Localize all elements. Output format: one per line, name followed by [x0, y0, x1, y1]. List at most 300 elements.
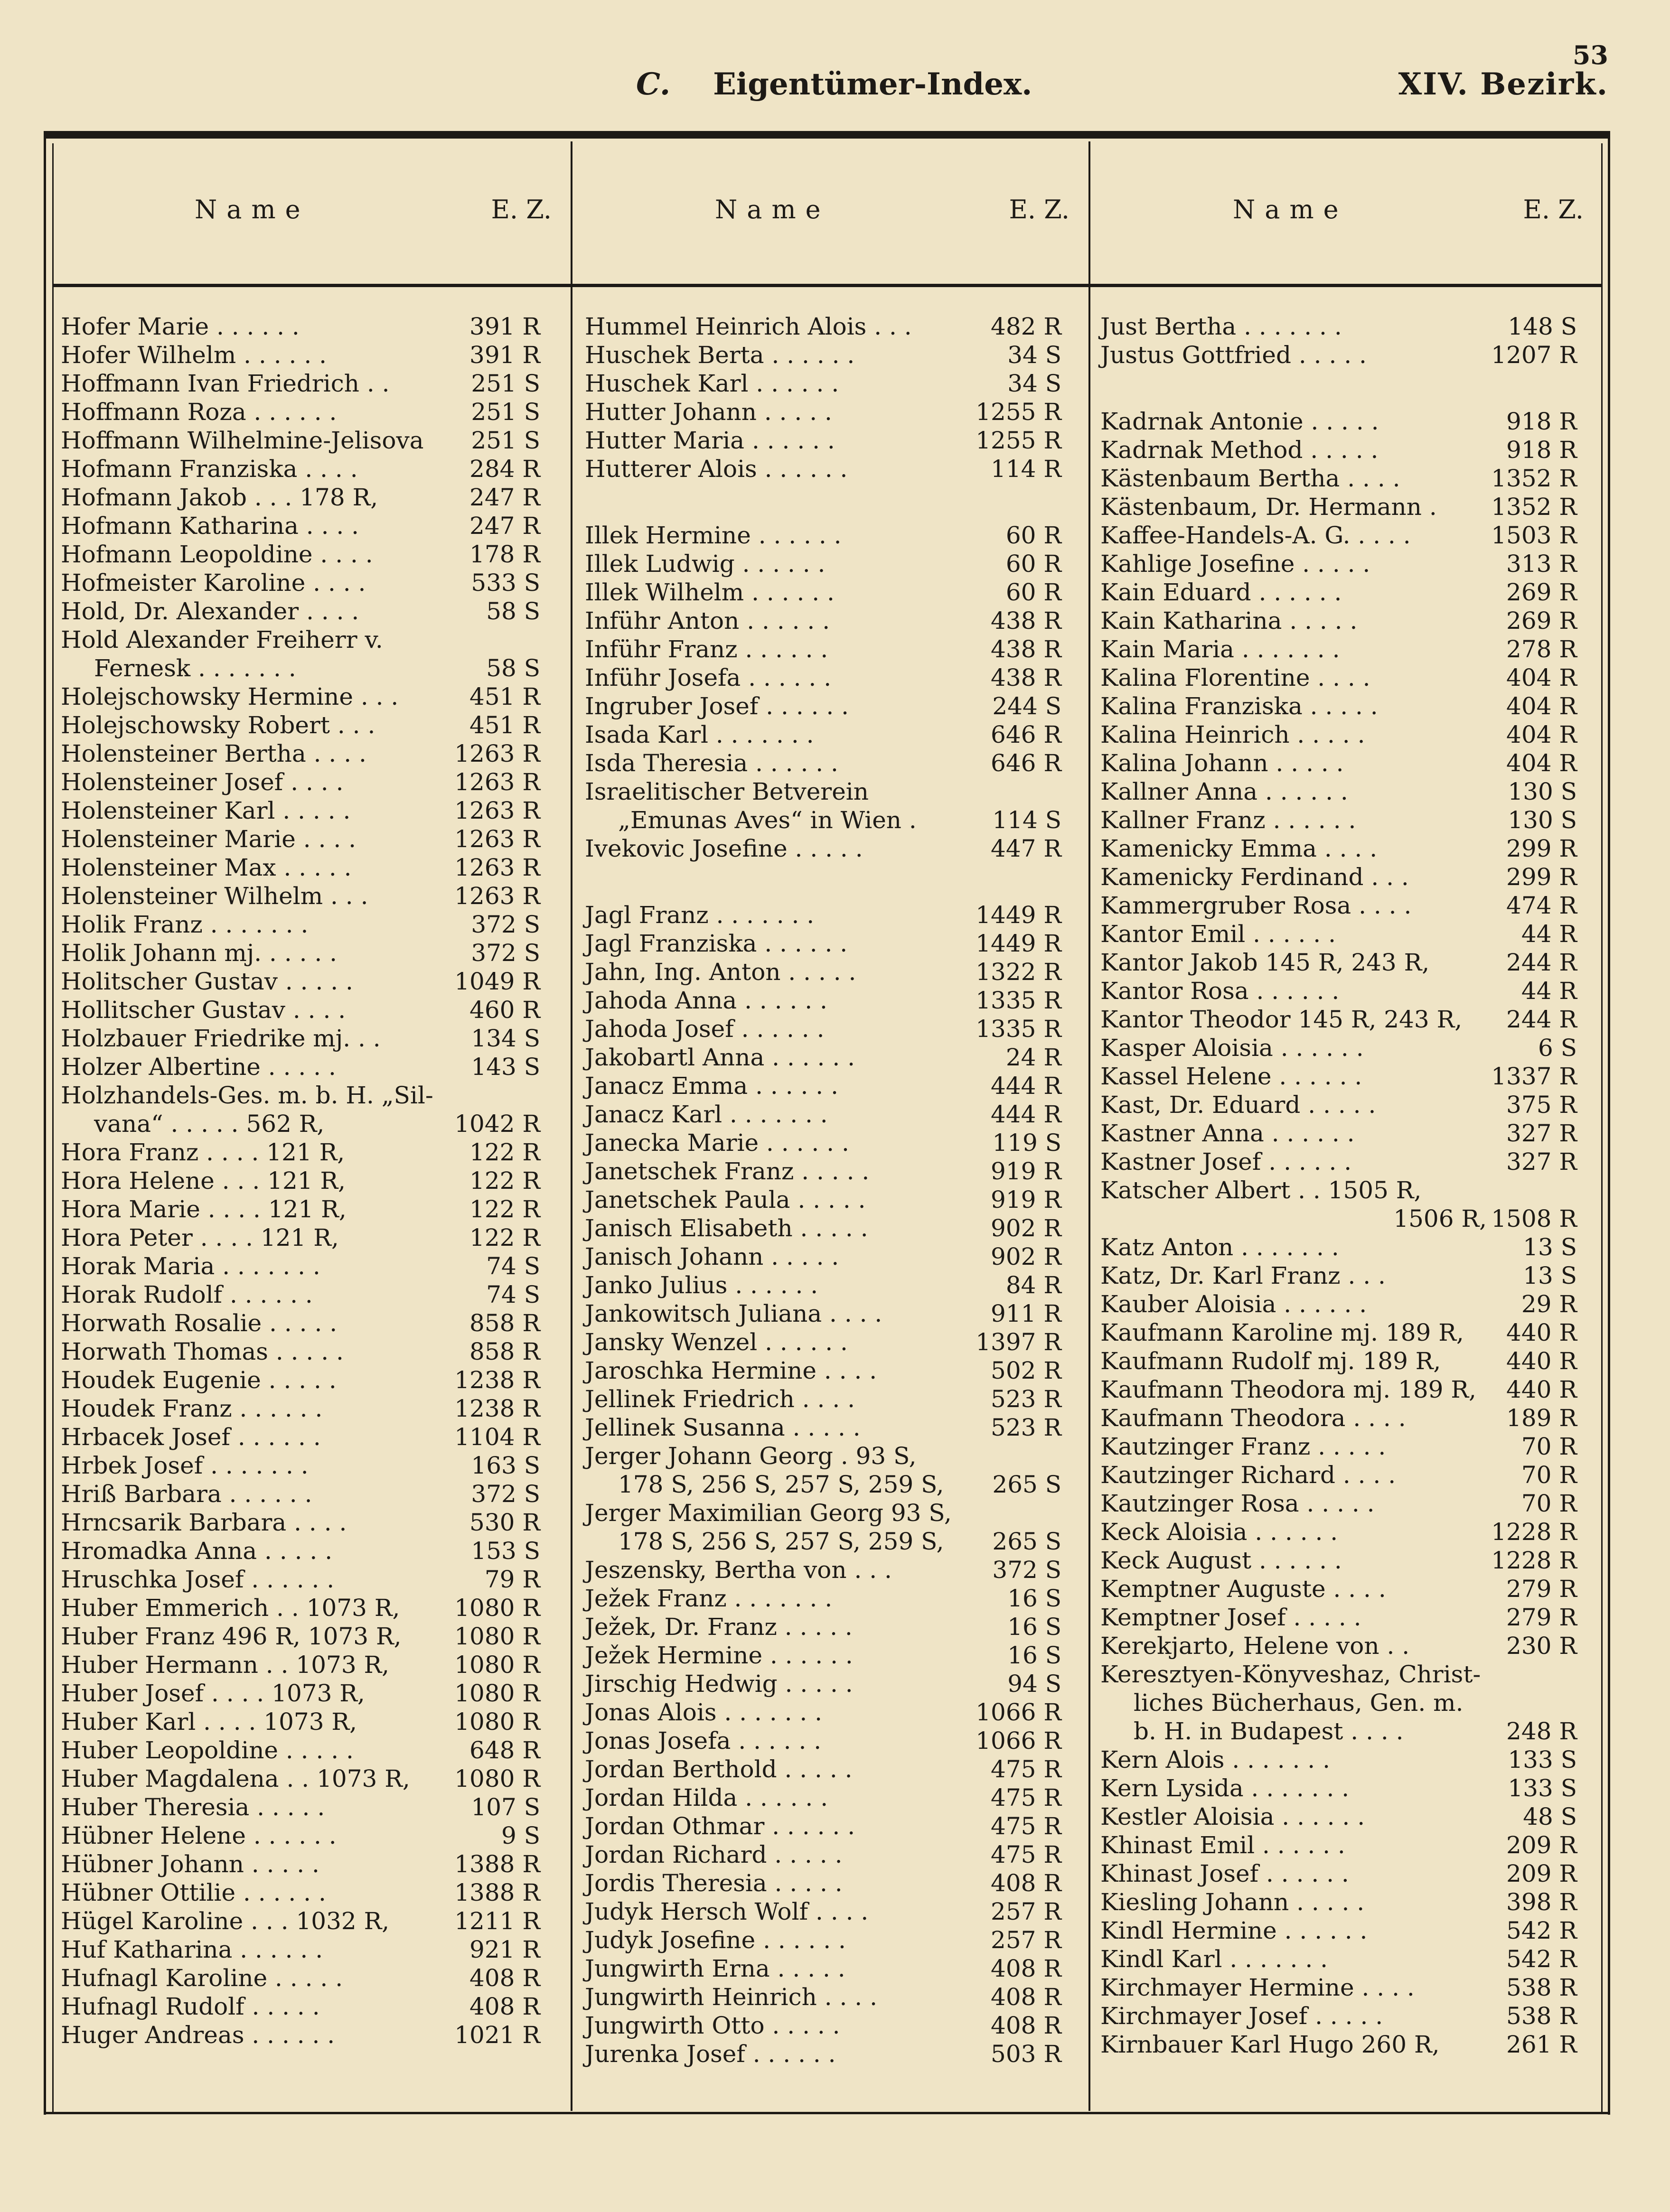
index-entry	[61, 1793, 540, 1821]
entry-ez: 404 R	[1506, 721, 1577, 748]
entry-ez: 248 R	[1506, 1717, 1577, 1745]
entry-ez: 902 R	[991, 1243, 1061, 1270]
entry-name: Huber Leopoldine . . . . .	[61, 1736, 354, 1764]
entry-ez: 279 R	[1506, 1604, 1577, 1631]
index-entry	[585, 1499, 1061, 1527]
entry-ez: 858 R	[469, 1309, 540, 1337]
entry-name: Kästenbaum Bertha . . . .	[1100, 465, 1400, 492]
entry-name: Kastner Josef . . . . . .	[1100, 1148, 1352, 1176]
index-entry	[61, 882, 540, 910]
entry-ez: 474 R	[1506, 892, 1577, 919]
entry-name: Illek Hermine . . . . . .	[585, 522, 842, 549]
section-letter: C.	[636, 66, 671, 102]
entry-ez: 279 R	[1506, 1575, 1577, 1603]
header-rule	[52, 284, 1603, 287]
entry-name: Huber Josef . . . . 1073 R,	[61, 1680, 365, 1707]
index-entry	[61, 426, 540, 455]
entry-ez: 447 R	[991, 835, 1061, 862]
entry-name: Hufnagl Rudolf . . . . .	[61, 1993, 320, 2020]
entry-name: Jungwirth Otto . . . . .	[585, 2012, 840, 2039]
index-entry	[585, 1271, 1061, 1299]
entry-name: Hofer Marie . . . . . .	[61, 313, 300, 340]
entry-name: Kaufmann Theodora . . . .	[1100, 1404, 1406, 1432]
entry-ez: 372 S	[471, 939, 540, 967]
index-entry	[585, 1214, 1061, 1242]
column-divider-2	[1088, 141, 1090, 2111]
entry-ez: 1238 R	[454, 1366, 540, 1394]
index-entry	[585, 1783, 1061, 1812]
entry-ez: 114 R	[991, 455, 1061, 483]
column-header-name: Name	[1233, 195, 1348, 224]
entry-name: Hutter Johann . . . . .	[585, 398, 832, 426]
entry-ez: 1080 R	[454, 1765, 540, 1792]
entry-ez: 911 R	[991, 1300, 1061, 1327]
entry-ez: 284 R	[469, 455, 540, 483]
entry-ez: 133 S	[1508, 1774, 1577, 1802]
index-entry	[1100, 1689, 1577, 1717]
entry-name: Ingruber Josef . . . . . .	[585, 692, 849, 720]
entry-ez: 1352 R	[1491, 493, 1577, 521]
index-entry	[585, 1413, 1061, 1442]
entry-ez: 16 S	[1007, 1642, 1061, 1669]
entry-name: Kain Maria . . . . . . .	[1100, 635, 1340, 663]
index-entry	[1100, 1404, 1577, 1432]
entry-ez: 391 R	[469, 313, 540, 340]
entry-name: Katz Anton . . . . . . .	[1100, 1233, 1339, 1261]
entry-ez: 542 R	[1506, 1917, 1577, 1944]
entry-name: Illek Wilhelm . . . . . .	[585, 579, 835, 606]
entry-ez: 119 S	[992, 1129, 1061, 1157]
index-entry	[585, 1470, 1061, 1499]
entry-ez: 542 R	[1506, 1945, 1577, 1973]
index-entry	[585, 1328, 1061, 1356]
index-entry	[61, 711, 540, 739]
index-entry	[61, 1736, 540, 1764]
entry-name: Holensteiner Bertha . . . .	[61, 740, 366, 767]
index-entry	[1100, 607, 1577, 635]
entry-ez: 1211 R	[454, 1907, 540, 1935]
entry-name: Hriß Barbara . . . . . .	[61, 1480, 312, 1508]
index-entry	[61, 1651, 540, 1679]
entry-ez: 251 S	[471, 427, 540, 454]
entry-ez: 44 R	[1521, 977, 1577, 1005]
entry-name: Jonas Alois . . . . . . .	[585, 1699, 823, 1726]
page-number: 53	[1572, 40, 1608, 70]
entry-name: Hufnagl Karoline . . . . .	[61, 1964, 343, 1992]
index-entry	[61, 1565, 540, 1594]
entry-name: Hromadka Anna . . . . .	[61, 1537, 333, 1565]
entry-ez: 122 R	[469, 1167, 540, 1195]
entry-ez: 107 S	[471, 1793, 540, 1821]
index-entry	[61, 654, 540, 682]
entry-name: Jordan Berthold . . . . .	[585, 1755, 853, 1783]
entry-name: Kaufmann Theodora mj. 189 R,	[1100, 1376, 1476, 1403]
entry-name: Jurenka Josef . . . . . .	[585, 2040, 836, 2068]
entry-name: Huber Magdalena . . 1073 R,	[61, 1765, 410, 1792]
index-entry	[585, 1613, 1061, 1641]
index-entry	[61, 739, 540, 768]
entry-name: Jakobartl Anna . . . . . .	[585, 1044, 855, 1071]
entry-ez: 189 R	[1506, 1404, 1577, 1432]
entry-name: Kain Eduard . . . . . .	[1100, 579, 1342, 606]
entry-name: Kaufmann Karoline mj. 189 R,	[1100, 1319, 1464, 1346]
entry-ez: 299 R	[1506, 835, 1577, 862]
table-bottom-rule	[44, 2112, 1610, 2114]
entry-name: Kirnbauer Karl Hugo 260 R,	[1100, 2031, 1440, 2058]
entry-name: Jeszensky, Bertha von . . .	[585, 1556, 892, 1584]
entry-ez: 438 R	[991, 635, 1061, 663]
entry-name: Huschek Berta . . . . . .	[585, 341, 855, 369]
entry-name: Isda Theresia . . . . . .	[585, 749, 838, 777]
entry-ez: 34 S	[1007, 370, 1061, 397]
entry-ez: 84 R	[1005, 1271, 1061, 1299]
entry-ez: 523 R	[991, 1414, 1061, 1441]
entry-ez: 79 R	[484, 1566, 540, 1593]
index-entry	[61, 1964, 540, 1992]
entry-name: Hofmann Katharina . . . .	[61, 512, 359, 540]
entry-ez: 1449 R	[976, 901, 1061, 929]
entry-ez: 404 R	[1506, 692, 1577, 720]
index-entry	[61, 540, 540, 569]
index-entry	[585, 455, 1061, 483]
index-entry	[1100, 1261, 1577, 1290]
entry-ez: 163 S	[471, 1452, 540, 1479]
entry-ez: 440 R	[1506, 1347, 1577, 1375]
entry-ez: 858 R	[469, 1338, 540, 1365]
entry-ez: 440 R	[1506, 1376, 1577, 1403]
index-entry	[1100, 1859, 1577, 1888]
entry-ez: 1263 R	[454, 740, 540, 767]
index-entry	[585, 929, 1061, 958]
entry-ez: 1228 R	[1491, 1518, 1577, 1546]
index-entry	[585, 312, 1061, 341]
index-entry	[61, 483, 540, 512]
entry-name: Houdek Franz . . . . . .	[61, 1395, 323, 1422]
index-entry	[61, 1053, 540, 1081]
index-column-2	[585, 312, 1061, 2068]
entry-name: Jordan Othmar . . . . . .	[585, 1812, 855, 1840]
entry-name: Kindl Hermine . . . . . .	[1100, 1917, 1368, 1944]
entry-name: Huber Emmerich . . 1073 R,	[61, 1594, 400, 1622]
entry-ez: 408 R	[991, 1869, 1061, 1897]
index-entry	[585, 607, 1061, 635]
index-entry	[1100, 1774, 1577, 1802]
entry-ez: 244 R	[1506, 949, 1577, 976]
entry-name: Janisch Johann . . . . .	[585, 1243, 839, 1270]
entry-name: Hora Franz . . . . 121 R,	[61, 1139, 345, 1166]
entry-name: Jordis Theresia . . . . .	[585, 1869, 843, 1897]
entry-name: Kadrnak Method . . . . .	[1100, 436, 1379, 464]
entry-name: Hoffmann Wilhelmine-Jelisova	[61, 427, 424, 454]
entry-name: Jahoda Anna . . . . . .	[585, 987, 827, 1014]
entry-ez: 29 R	[1521, 1290, 1577, 1318]
entry-ez: 130 S	[1508, 778, 1577, 805]
entry-name: Jahn, Ing. Anton . . . . .	[585, 958, 856, 986]
index-entry	[1100, 1091, 1577, 1119]
index-entry	[1100, 920, 1577, 948]
entry-ez: 1263 R	[454, 854, 540, 881]
entry-name: Kern Lysida . . . . . . .	[1100, 1774, 1350, 1802]
index-entry	[61, 1708, 540, 1736]
entry-name: Hold Alexander Freiherr v.	[61, 626, 383, 653]
entry-ez: 1263 R	[454, 825, 540, 853]
entry-ez: 247 R	[469, 484, 540, 511]
entry-name: Judyk Josefine . . . . . .	[585, 1926, 846, 1954]
entry-ez: 438 R	[991, 664, 1061, 691]
entry-name: Kern Alois . . . . . . .	[1100, 1746, 1330, 1773]
index-entry	[1100, 1802, 1577, 1831]
entry-ez: 1228 R	[1491, 1547, 1577, 1574]
entry-name: Kamenicky Ferdinand . . .	[1100, 863, 1409, 891]
entry-ez: 1255 R	[976, 427, 1061, 454]
entry-name: Keck Aloisia . . . . . .	[1100, 1518, 1338, 1546]
column-header-ez: E. Z.	[1009, 195, 1070, 224]
entry-ez: 646 R	[991, 721, 1061, 748]
index-entry	[1100, 863, 1577, 891]
index-entry	[585, 901, 1061, 929]
index-entry	[1100, 2030, 1577, 2059]
index-entry	[61, 1992, 540, 2021]
index-entry	[585, 1954, 1061, 1983]
index-entry	[61, 398, 540, 426]
entry-name: Judyk Hersch Wolf . . . .	[585, 1898, 869, 1925]
index-entry	[1100, 720, 1577, 749]
index-entry	[61, 825, 540, 853]
entry-ez: 6 S	[1538, 1034, 1577, 1062]
entry-name: Janacz Emma . . . . . .	[585, 1072, 838, 1100]
entry-name: Holejschowsky Robert . . .	[61, 711, 375, 739]
index-entry	[1100, 1973, 1577, 2002]
entry-name: „Emunas Aves“ in Wien .	[618, 806, 917, 834]
index-entry	[1100, 1005, 1577, 1034]
entry-name: Ivekovic Josefine . . . . .	[585, 835, 863, 862]
entry-ez: 230 R	[1506, 1632, 1577, 1660]
index-entry	[1100, 578, 1577, 607]
index-entry	[585, 1584, 1061, 1613]
index-entry	[585, 369, 1061, 398]
index-entry	[1100, 692, 1577, 720]
index-entry	[61, 1110, 540, 1138]
index-entry	[61, 1195, 540, 1223]
entry-ez: 1449 R	[976, 930, 1061, 957]
index-entry	[585, 986, 1061, 1015]
entry-ez: 60 R	[1005, 550, 1061, 578]
entry-ez: 918 R	[1506, 436, 1577, 464]
index-entry	[61, 1508, 540, 1537]
entry-ez: 148 S	[1508, 313, 1577, 340]
index-entry	[1100, 550, 1577, 578]
entry-ez: 404 R	[1506, 664, 1577, 691]
index-entry	[61, 1394, 540, 1423]
entry-ez: 244 R	[1506, 1006, 1577, 1033]
index-entry	[1100, 1062, 1577, 1091]
index-entry	[61, 1907, 540, 1935]
entry-ez: 475 R	[991, 1812, 1061, 1840]
entry-ez: 533 S	[471, 569, 540, 597]
entry-ez: 530 R	[469, 1509, 540, 1536]
district-title: XIV. Bezirk.	[1398, 66, 1608, 102]
index-entry	[1100, 1290, 1577, 1318]
entry-ez: 1337 R	[1491, 1063, 1577, 1090]
entry-name: Kautzinger Richard . . . .	[1100, 1461, 1396, 1489]
entry-name: Jungwirth Erna . . . . .	[585, 1955, 845, 1982]
index-entry	[585, 1670, 1061, 1698]
entry-name: Kallner Franz . . . . . .	[1100, 806, 1356, 834]
index-entry	[61, 569, 540, 597]
entry-ez: 60 R	[1005, 522, 1061, 549]
index-entry	[1100, 1489, 1577, 1518]
entry-ez: 440 R	[1506, 1319, 1577, 1346]
entry-ez: 1388 R	[454, 1879, 540, 1906]
index-entry	[61, 1252, 540, 1280]
entry-name: Hügel Karoline . . . 1032 R,	[61, 1907, 390, 1935]
index-entry	[61, 625, 540, 654]
entry-name: Kalina Heinrich . . . . .	[1100, 721, 1365, 748]
entry-name: Just Bertha . . . . . . .	[1100, 313, 1342, 340]
index-entry	[61, 1764, 540, 1793]
entry-name: Hofer Wilhelm . . . . . .	[61, 341, 327, 369]
entry-name: Ježek Hermine . . . . . .	[585, 1642, 853, 1669]
entry-ez: 269 R	[1506, 579, 1577, 606]
index-entry	[585, 1043, 1061, 1072]
entry-ez: 13 S	[1523, 1233, 1577, 1261]
entry-ez: 13 S	[1523, 1262, 1577, 1289]
entry-name: Israelitischer Betverein	[585, 778, 869, 805]
entry-name: Jerger Maximilian Georg 93 S,	[585, 1499, 952, 1527]
entry-name: Hofmann Leopoldine . . . .	[61, 541, 373, 568]
index-entry	[1100, 749, 1577, 777]
entry-ez: 1335 R	[976, 987, 1061, 1014]
index-entry	[1100, 407, 1577, 436]
entry-ez: 1322 R	[976, 958, 1061, 986]
entry-ez: 460 R	[469, 996, 540, 1024]
entry-ez: 398 R	[1506, 1888, 1577, 1916]
entry-ez: 451 R	[469, 711, 540, 739]
index-entry	[1100, 806, 1577, 834]
entry-name: Huger Andreas . . . . . .	[61, 2021, 335, 2049]
index-entry	[1100, 663, 1577, 692]
index-entry	[585, 1527, 1061, 1556]
entry-name: Kahlige Josefine . . . . .	[1100, 550, 1370, 578]
index-entry	[585, 398, 1061, 426]
entry-ez: 265 S	[992, 1471, 1061, 1498]
entry-ez: 1066 R	[976, 1699, 1061, 1726]
entry-name: Keck August . . . . . .	[1100, 1547, 1342, 1574]
entry-ez: 9 S	[501, 1822, 540, 1849]
index-entry	[1100, 1888, 1577, 1916]
index-entry	[61, 2021, 540, 2049]
entry-ez: 1066 R	[976, 1727, 1061, 1755]
entry-ez: 265 S	[992, 1528, 1061, 1555]
entry-name: 178 S, 256 S, 257 S, 259 S,	[618, 1471, 944, 1498]
entry-ez: 1104 R	[454, 1423, 540, 1451]
entry-name: Kain Katharina . . . . .	[1100, 607, 1358, 635]
entry-name: Horwath Thomas . . . . .	[61, 1338, 344, 1365]
index-entry	[585, 578, 1061, 607]
entry-ez: 475 R	[991, 1841, 1061, 1868]
entry-ez: 375 R	[1506, 1091, 1577, 1119]
entry-ez: 209 R	[1506, 1860, 1577, 1887]
column-header-ez: E. Z.	[1523, 195, 1584, 224]
entry-name: Huf Katharina . . . . . .	[61, 1936, 323, 1963]
entry-ez: 372 S	[992, 1556, 1061, 1584]
entry-ez: 1255 R	[976, 398, 1061, 426]
entry-ez: 24 R	[1005, 1044, 1061, 1071]
entry-ez: 408 R	[991, 2012, 1061, 2039]
entry-ez: 404 R	[1506, 749, 1577, 777]
index-entry	[61, 1167, 540, 1195]
index-entry	[61, 1679, 540, 1708]
entry-ez: 70 R	[1521, 1461, 1577, 1489]
entry-ez: 130 S	[1508, 806, 1577, 834]
index-entry	[585, 958, 1061, 986]
entry-name: Hübner Helene . . . . . .	[61, 1822, 337, 1849]
entry-ez: 523 R	[991, 1385, 1061, 1413]
entry-ez: 475 R	[991, 1755, 1061, 1783]
index-entry	[61, 967, 540, 996]
index-entry	[1100, 312, 1577, 341]
index-entry	[585, 341, 1061, 369]
entry-ez: 60 R	[1005, 579, 1061, 606]
entry-name: Jagl Franz . . . . . . .	[585, 901, 815, 929]
page-header-left	[636, 66, 1032, 102]
entry-ez: 1049 R	[454, 968, 540, 995]
index-entry	[61, 1423, 540, 1451]
entry-ez: 538 R	[1506, 2002, 1577, 2030]
index-entry	[1100, 891, 1577, 920]
entry-name: Holitscher Gustav . . . . .	[61, 968, 353, 995]
index-entry	[1100, 464, 1577, 493]
column-header-ez: E. Z.	[491, 195, 552, 224]
entry-name: Illek Ludwig . . . . . .	[585, 550, 826, 578]
entry-name: Kastner Anna . . . . . .	[1100, 1120, 1355, 1147]
entry-ez: 538 R	[1506, 1974, 1577, 2001]
entry-name: Kast, Dr. Eduard . . . . .	[1100, 1091, 1376, 1119]
index-entry	[1100, 1432, 1577, 1461]
index-title: Eigentümer-Index.	[713, 66, 1032, 102]
entry-name: Holejschowsky Hermine . . .	[61, 683, 399, 710]
entry-ez: 58 S	[486, 654, 540, 682]
index-entry	[61, 1138, 540, 1167]
entry-ez: 918 R	[1506, 408, 1577, 435]
entry-ez: 1042 R	[454, 1110, 540, 1138]
index-entry	[61, 939, 540, 967]
index-entry	[585, 1983, 1061, 2011]
index-entry	[585, 1100, 1061, 1129]
index-entry	[1100, 521, 1577, 550]
entry-name: Kerekjarto, Helene von . .	[1100, 1632, 1410, 1660]
entry-name: Huber Theresia . . . . .	[61, 1793, 325, 1821]
entry-name: Hold, Dr. Alexander . . . .	[61, 597, 359, 625]
entry-name: Kantor Theodor 145 R, 243 R,	[1100, 1006, 1463, 1033]
index-entry	[585, 521, 1061, 550]
index-entry	[61, 682, 540, 711]
index-entry	[585, 2040, 1061, 2068]
index-entry	[1100, 1461, 1577, 1489]
entry-name: Hoffmann Ivan Friedrich . .	[61, 370, 390, 397]
entry-name: Hofmann Franziska . . . .	[61, 455, 358, 483]
index-entry	[585, 720, 1061, 749]
index-entry	[1100, 1831, 1577, 1859]
entry-name: Kästenbaum, Dr. Hermann .	[1100, 493, 1437, 521]
index-entry	[1100, 1233, 1577, 1261]
entry-ez: 919 R	[991, 1186, 1061, 1213]
entry-ez: 502 R	[991, 1357, 1061, 1384]
entry-name: Kasper Aloisia . . . . . .	[1100, 1034, 1364, 1062]
entry-ez: 902 R	[991, 1214, 1061, 1242]
entry-ez: 1352 R	[1491, 465, 1577, 492]
entry-ez: 1397 R	[976, 1328, 1061, 1356]
